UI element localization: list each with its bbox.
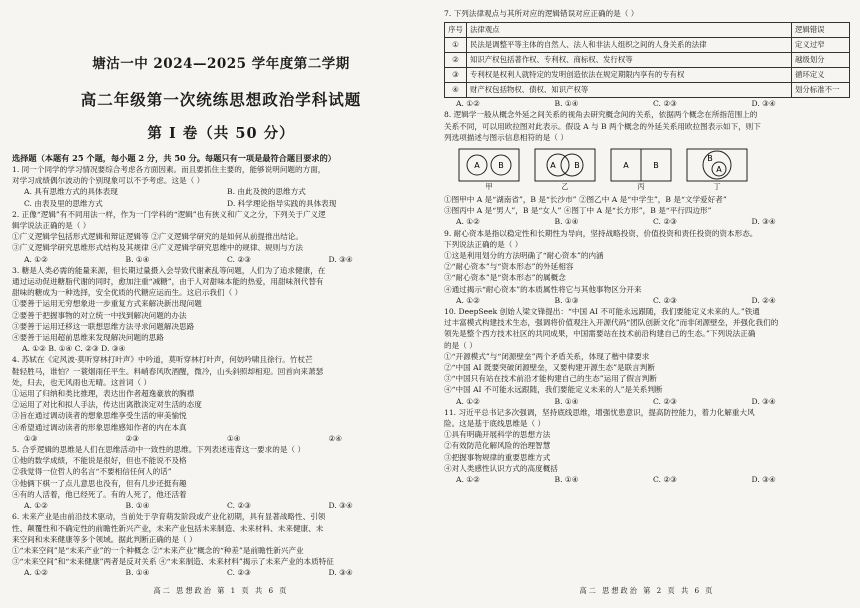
- question-stem: 7. 下列法律观点与其所对应的逻辑错误对应正确的是（ ）: [444, 9, 639, 18]
- question-line: ③“中国只有站在技术前沿才能构建自己的生态”运用了假言判断: [444, 374, 657, 384]
- question-line: 领先是整个西方技术社区的共同成果，中国需要站在技术前沿构建自己的生态。”下列说法正确: [444, 329, 756, 339]
- option-c: ①④: [227, 433, 241, 443]
- question-line: ①运用了归纳和类比推理，表达出作者超逸豪放的胸襟: [12, 389, 195, 399]
- table-cell: 划分标准不一: [792, 83, 850, 98]
- option-row: [12, 254, 430, 265]
- option-row: [12, 186, 430, 197]
- option-c: C. ②③: [227, 254, 251, 264]
- option-row: [444, 98, 850, 109]
- option-b: B. ①④: [125, 254, 150, 264]
- question-line: ①“开源模式”与“闭源壁垒”两个矛盾关系，体现了楷中律要求: [444, 351, 650, 361]
- question-line: ③他俩下棋一了点儿意思也没有，但有几步还挺有趣: [12, 478, 187, 488]
- euler-diagram-ding: [686, 148, 748, 192]
- diagram-label: 乙: [561, 182, 569, 192]
- option-a: A. ①②: [456, 396, 480, 406]
- option-row: [12, 198, 430, 209]
- question-line: 2. 正像“逻辑”有不同用法一样，作为一门学科的“逻辑”也有狭义和广义之分，下列关于广义逻: [12, 209, 326, 219]
- diagram-label: 丙: [637, 182, 645, 192]
- question-6: [12, 511, 430, 578]
- option-c: C. ②③: [653, 217, 677, 227]
- option-b: B. ①④: [554, 475, 579, 485]
- option-a: A. ①②: [456, 99, 480, 109]
- option-row: [444, 295, 850, 306]
- question-line: 3. 糖是人类必需的能量来源，但长期过量摄入会导致代谢紊乱等问题，人们为了追求健康，在: [12, 265, 326, 275]
- question-line: ③“耐心资本”是“资本形态”的属概念: [444, 273, 566, 283]
- table-cell: 民法是调整平等主体的自然人、法人和非法人组织之间的人身关系的法律: [467, 38, 792, 53]
- option-a: A. ①②: [456, 217, 480, 227]
- euler-diagram-bing: [610, 148, 672, 192]
- option-c: C. 由表及里的思维方式: [24, 198, 103, 208]
- question-line: 通过运动促进糖脂代谢的同时，愈加注重“减糖”，由于人对甜味本能的热爱，用甜味剂代替有: [12, 277, 324, 287]
- question-line: 关系不同，可以用欧拉图对此表示。假设 A 与 B 两个概念的外延关系用欧拉图表示如下，则下: [444, 121, 761, 131]
- question-line: ②运用了对比和拟人手法，传达出离散淡定对生活的态度: [12, 400, 202, 410]
- question-line: ③要善于运用迁移这一联想思维方法寻求问题解决思路: [12, 321, 195, 331]
- question-line: 下列说法正确的是（ ）: [444, 239, 523, 249]
- table-row: [445, 68, 850, 83]
- question-line: ①要善于运用无穷想象进一步重复方式来解决新出现问题: [12, 299, 202, 309]
- option-row: [444, 216, 850, 227]
- question-line: 对学习成绩偶尔波动的个别现象可以不予考虑。这是（ ）: [12, 176, 205, 186]
- option-d: D. ③④: [328, 254, 353, 264]
- table-cell: 循环定义: [792, 68, 850, 83]
- option-a: A. ①②: [24, 568, 48, 578]
- table-cell: ④: [445, 83, 467, 98]
- option-d: D. ③④: [328, 568, 353, 578]
- question-10: [444, 306, 850, 407]
- table-cell: ②: [445, 53, 467, 68]
- page-footer: 高二 思想政治 第 2 页 共 6 页: [579, 586, 715, 595]
- question-line: 来空间和未来健康等多个领域。据此判断正确的是（ ）: [12, 534, 197, 544]
- question-line: 8. 逻辑学一般从概念外延之间关系的视角去研究概念间的关系，依据两个概念在所指范围上的: [444, 110, 758, 120]
- option-d: D. ③④: [751, 217, 776, 227]
- question-line: 处，归去，也无风雨也无晴。这首词（ ）: [12, 377, 152, 387]
- question-line: 性、颠覆性和不确定性的前瞻性新兴产业，未来产业包括未来制造、未来材料、未来健康、未: [12, 523, 324, 533]
- table-row: [445, 53, 850, 68]
- question-2: [12, 209, 430, 265]
- option-row: [12, 500, 430, 511]
- table-header: 逻辑错误: [792, 23, 850, 38]
- table-cell: 专利权是权利人就特定的发明创造依法在规定期限内享有的专有权: [467, 68, 792, 83]
- question-line: ①广义逻辑学包括形式逻辑和辩证逻辑等 ②广义逻辑学研究的是如何从前提推出结论。: [12, 232, 303, 242]
- question-line: ①具有明确开展科学的思想方法: [444, 430, 551, 440]
- question-line: ①图甲中 A 是“湖南省”，B 是“长沙市” ②图乙中 A 是“中学生”，B 是“文学爱好者”: [444, 195, 727, 205]
- option-d: D. ②④: [751, 295, 776, 305]
- question-1: [12, 164, 430, 209]
- question-line: 5. 合乎逻辑的思维是人们在思维活动中一致性的思维。下列表述违背这一要求的是（ ）: [12, 445, 306, 455]
- page-right: [444, 8, 850, 602]
- euler-inclusion-figure: [686, 148, 748, 182]
- option-b: B. ①④: [554, 217, 579, 227]
- euler-complement-figure: [610, 148, 672, 182]
- question-line: 的是（ ）: [444, 340, 477, 350]
- page-left: [12, 8, 430, 602]
- volume-title: 第 I 卷（共 50 分）: [147, 125, 295, 142]
- question-line: ④通过揭示“耐心资本”的本质属性将它与其他事物区分开来: [444, 284, 642, 294]
- question-line: 列选项描述与图示信息相符的是（ ）: [444, 132, 568, 142]
- euler-diagram-jia: [458, 148, 520, 192]
- svg-text:A: A: [550, 161, 556, 171]
- logic-error-table: [444, 22, 850, 98]
- table-row: [445, 83, 850, 98]
- question-line: ③“未来空间”和“未来健康”两者是反对关系 ④“未来制造、未来材料”揭示了未来产业的本质特征: [12, 557, 334, 567]
- option-a: A. ①②: [456, 475, 480, 485]
- question-3: [12, 265, 430, 355]
- table-cell: 知识产权包括著作权、专利权、商标权、发行权等: [467, 53, 792, 68]
- question-line: ④有的人活着，他已经死了。有的人死了，他还活着: [12, 489, 187, 499]
- option-c: C. ②③: [227, 568, 251, 578]
- option-d: ②④: [328, 433, 343, 443]
- option-b: B. ①③: [554, 295, 579, 305]
- option-d: D. ③④: [751, 475, 776, 485]
- option-b: B. ①④: [554, 99, 579, 109]
- question-5: [12, 444, 430, 511]
- table-cell: ①: [445, 38, 467, 53]
- option-d: D. ③④: [751, 396, 776, 406]
- svg-text:A: A: [474, 161, 480, 171]
- table-row: [445, 38, 850, 53]
- svg-text:B: B: [707, 154, 713, 164]
- option-c: C. ②③: [653, 396, 677, 406]
- question-line: ③图丙中 A 是“男人”，B 是“女人” ④图丁中 A 是“长方形”，B 是“平行四边形”: [444, 206, 712, 216]
- table-header-row: [445, 23, 850, 38]
- question-line: 1. 同一个同学的学习情况要综合考虑各方面因素。而且要抓住主要的，能够说明问题的方面，: [12, 165, 326, 174]
- question-9: [444, 228, 850, 306]
- option-row: [12, 433, 430, 444]
- question-line: 甜味的糖成为一种选择，安全优质的代糖应运而生。这启示我们（ ）: [12, 288, 243, 298]
- exam-school-title: 塘沽一中 2024—2025 学年度第二学期: [92, 56, 350, 72]
- option-b: ②③: [125, 433, 140, 443]
- question-line: ②“中国 AI 既要突破闭源壁垒，又要构建开源生态”是联言判断: [444, 363, 655, 373]
- svg-text:B: B: [653, 161, 659, 171]
- option-d: D. 科学理论指导实践的具体表现: [227, 198, 337, 208]
- question-line: ①“未来空间”是“未来产业”的一个种概念 ②“未来产业”概念的“种差”是前瞻性新兴产业: [12, 545, 304, 555]
- option-b: B. ①④: [554, 396, 579, 406]
- question-7: [444, 8, 850, 109]
- option-b: B. 由此及彼的思维方式: [227, 187, 306, 197]
- question-line: ④“中国 AI 不可能永远跟随，我们要能定义未来的人”是关系判断: [444, 385, 663, 395]
- table-cell: 越级划分: [792, 53, 850, 68]
- question-line: ①他的数学成绩，不能说是很好，但也不能说不及格: [12, 456, 187, 466]
- option-row: [12, 567, 430, 578]
- svg-text:B: B: [574, 161, 580, 171]
- euler-diagrams: [458, 148, 850, 192]
- question-line: 10. DeepSeek 创始人梁文锋提出：“中国 AI 不可能永远跟随，我们要能定义未来的人。”铁通: [444, 307, 760, 317]
- euler-disjoint-figure: [458, 148, 520, 182]
- diagram-label: 丁: [713, 182, 721, 192]
- option-a: A. 具有思维方式的具体表现: [24, 187, 118, 197]
- question-line: 6. 未来产业是由前沿技术驱动，当前处于孕育萌发阶段或产业化初期，具有显著战略性、引领: [12, 512, 326, 522]
- question-line: ②“耐心资本”与“资本形态”的外延相容: [444, 262, 574, 272]
- question-4: [12, 354, 430, 444]
- euler-overlap-figure: [534, 148, 596, 182]
- question-line: ②我觉得一位哲人的名言“不要相信任何人的话”: [12, 467, 172, 477]
- table-cell: 定义过窄: [792, 38, 850, 53]
- question-line: ③把握事物规律的重要思维方式: [444, 452, 551, 462]
- page-footer: 高二 思想政治 第 1 页 共 6 页: [153, 586, 289, 595]
- option-c: C. ②③: [227, 501, 251, 511]
- svg-text:A: A: [716, 165, 722, 175]
- table-header: 法律观点: [467, 23, 792, 38]
- question-line: 鞋轻胜马，谁怕？一蓑烟雨任平生。料峭春风吹酒醒，微冷，山头斜照却相迎。回首向来萧瑟: [12, 366, 324, 376]
- question-line: ④对人类感性认识方式的高度概括: [444, 463, 558, 473]
- table-cell: 财产权包括物权、债权、知识产权等: [467, 83, 792, 98]
- question-line: 险。这是基于底线思维是（ ）: [444, 419, 546, 429]
- question-line: ③旨在通过调动读者的想象思维享受生活的审美愉悦: [12, 411, 187, 421]
- option-c: C. ②③: [653, 99, 677, 109]
- option-d: D. ③④: [751, 99, 776, 109]
- exam-subject-title: 高二年级第一次统练思想政治学科试题: [80, 90, 362, 109]
- question-line: ②有效防范化解风险的治理智慧: [444, 441, 551, 451]
- question-line: 辑学说法正确的是（ ）: [12, 221, 91, 231]
- diagram-label: 甲: [485, 182, 493, 192]
- option-a: A. ①②: [456, 295, 480, 305]
- table-cell: ③: [445, 68, 467, 83]
- option-d: D. ③④: [328, 501, 353, 511]
- svg-text:B: B: [498, 161, 504, 171]
- question-line: ④希望通过调动读者的形象思维感知作者的内在本真: [12, 422, 187, 432]
- option-c: C. ②③: [653, 295, 677, 305]
- question-line: ②要善于把握事物的对立统一中找到解决问题的办法: [12, 310, 187, 320]
- option-a: A. ①②: [24, 501, 48, 511]
- question-options-line: A. ①② B. ①④ C. ②③ D. ③④: [22, 344, 126, 354]
- question-line: 过丰富模式构建技术生态，强调将价值观注入开源代码“团队创新文化”而非闭源壁垒，并强化我们的: [444, 318, 779, 328]
- option-b: B. ①④: [125, 501, 150, 511]
- svg-text:A: A: [623, 161, 629, 171]
- option-row: [444, 474, 850, 485]
- question-line: ①这是利用划分的方法明确了“耐心资本”的内涵: [444, 251, 604, 261]
- option-b: B. ①④: [125, 568, 150, 578]
- question-line: 11. 习近平总书记多次强调，坚持底线思维，增强忧患意识，提高防控能力，着力化解重大风: [444, 407, 755, 417]
- question-line: ③广义逻辑学研究思维形式结构及其规律 ④广义逻辑学研究思维中的规律、规则与方法: [12, 243, 303, 253]
- question-8: [444, 109, 850, 227]
- option-a: ①③: [24, 433, 38, 443]
- question-line: ④要善于运用超前思维来发现解决问题的思路: [12, 333, 164, 343]
- option-a: A. ①②: [24, 254, 48, 264]
- question-line: 9. 耐心资本是指以稳定性和长期性为导向，坚持战略投资、价值投资和责任投资的资本形态。: [444, 228, 758, 238]
- option-c: C. ②③: [653, 475, 677, 485]
- euler-diagram-yi: [534, 148, 596, 192]
- question-11: [444, 407, 850, 485]
- section-heading: 选择题（本题有 25 个题，每小题 2 分，共 50 分。每题只有一项是最符合题目要求的）: [12, 153, 336, 163]
- option-row: [444, 396, 850, 407]
- table-header: 序号: [445, 23, 467, 38]
- question-line: 4. 苏轼在《定风波·莫听穿林打叶声》中吟道，莫听穿林打叶声，何妨吟啸且徐行。竹杖芒: [12, 355, 313, 365]
